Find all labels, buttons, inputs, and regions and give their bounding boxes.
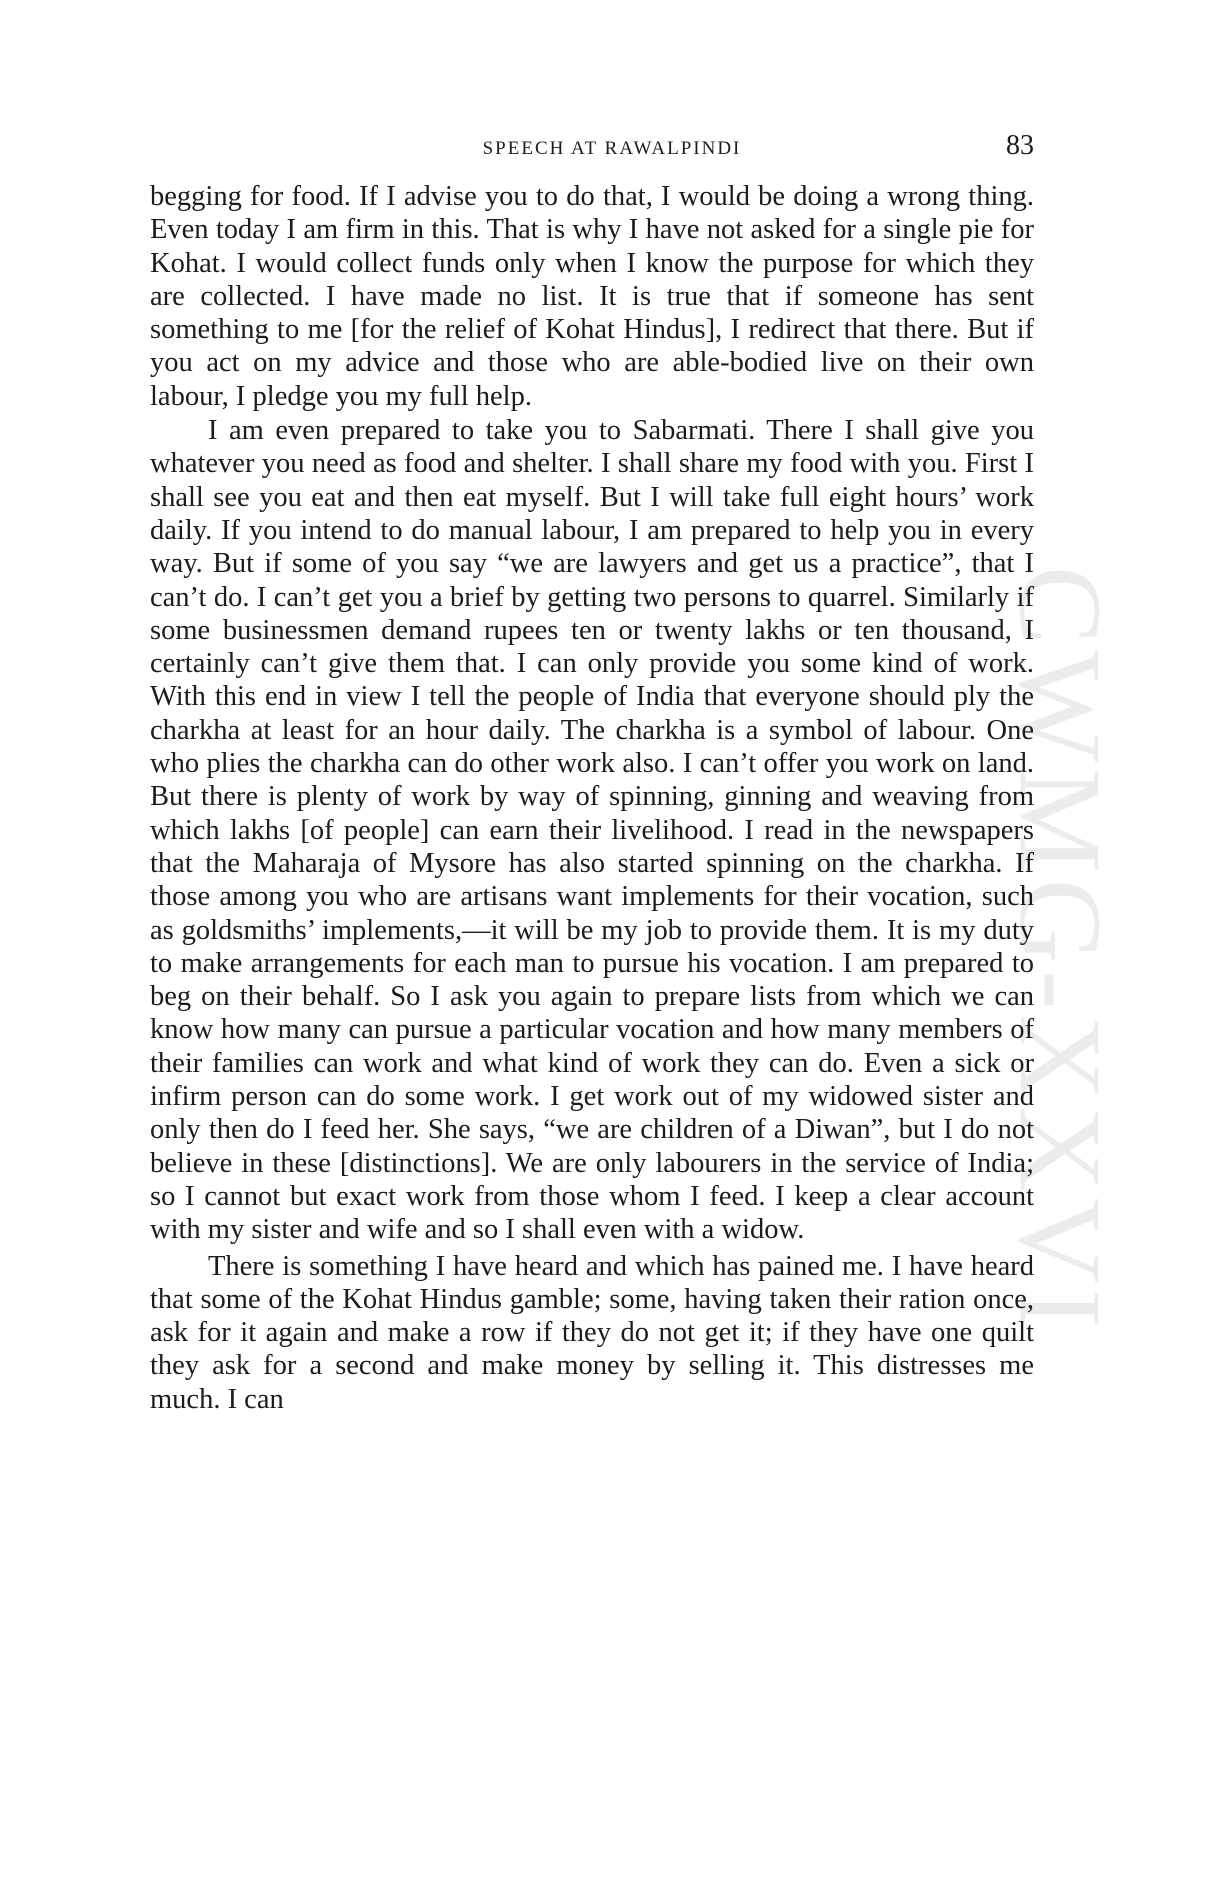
page-number: 83	[1006, 130, 1034, 161]
running-head: SPEECH AT RAWALPINDI	[482, 138, 742, 159]
paragraph-3: There is something I have heard and which has pained me. I have heard that some of the Kohat Hindus gamble; some, having taken their ration once, ask for it again and make a row if they do not get it; if they have one quilt they ask for a second and make money by selling it. This distresses me much. I can	[150, 1250, 1034, 1415]
page-header	[150, 130, 1034, 166]
watermark-text: CWMG-XXVI	[995, 565, 1127, 1335]
paragraph-2: I am even prepared to take you to Sabarmati. There I shall give you whatever you need as food and shelter. I shall share my food with you. First I shall see you eat and then eat myself. But I will take full eight hours’ work daily. If you intend to do manual labour, I am prepared to help you in every way. But if some of you say “we are lawyers and get us a practice”, that I can’t do. I can’t get you a brief by getting two persons to quarrel. Similarly if some businessmen demand rupees ten or twenty lakhs or ten thousand, I certainly can’t give them that. I can only provide you some kind of work. With this end in view I tell the people of India that everyone should ply the charkha at least for an hour daily. The charkha is a symbol of labour. One who plies the charkha can do other work also. I can’t offer you work on land. But there is plenty of work by way of spinning, ginning and weaving from which lakhs [of people] can earn their livelihood. I read in the newspapers that the Maharaja of Mysore has also started spinning on the charkha. If those among you who are artisans want implements for their vocation, such as goldsmiths’ implements,—it will be my job to provide them. It is my duty to make arrangements for each man to pursue his vocation. I am prepared to beg on their behalf. So I ask you again to prepare lists from which we can know how many can pursue a particular vocation and how many members of their families can work and what kind of work they can do. Even a sick or infirm person can do some work. I get work out of my widowed sister and only then do I feed her. She says, “we are children of a Diwan”, but I do not believe in these [distinctions]. We are only labourers in the service of India; so I cannot but exact work from those whom I feed. I keep a clear account with my sister and wife and so I shall even with a widow.	[150, 415, 1034, 1246]
paragraph-1: begging for food. If I advise you to do that, I would be doing a wrong thing. Even today I am firm in this. That is why I have not asked for a single pie for Kohat. I would collect funds only when I know the purpose for which they are collected. I have made no list. It is true that if someone has sent something to me [for the relief of Kohat Hindus], I redirect that there. But if you act on my advice and those who are able-bodied live on their own labour, I pledge you my full help.	[150, 181, 1034, 412]
body-text	[150, 180, 1034, 1416]
